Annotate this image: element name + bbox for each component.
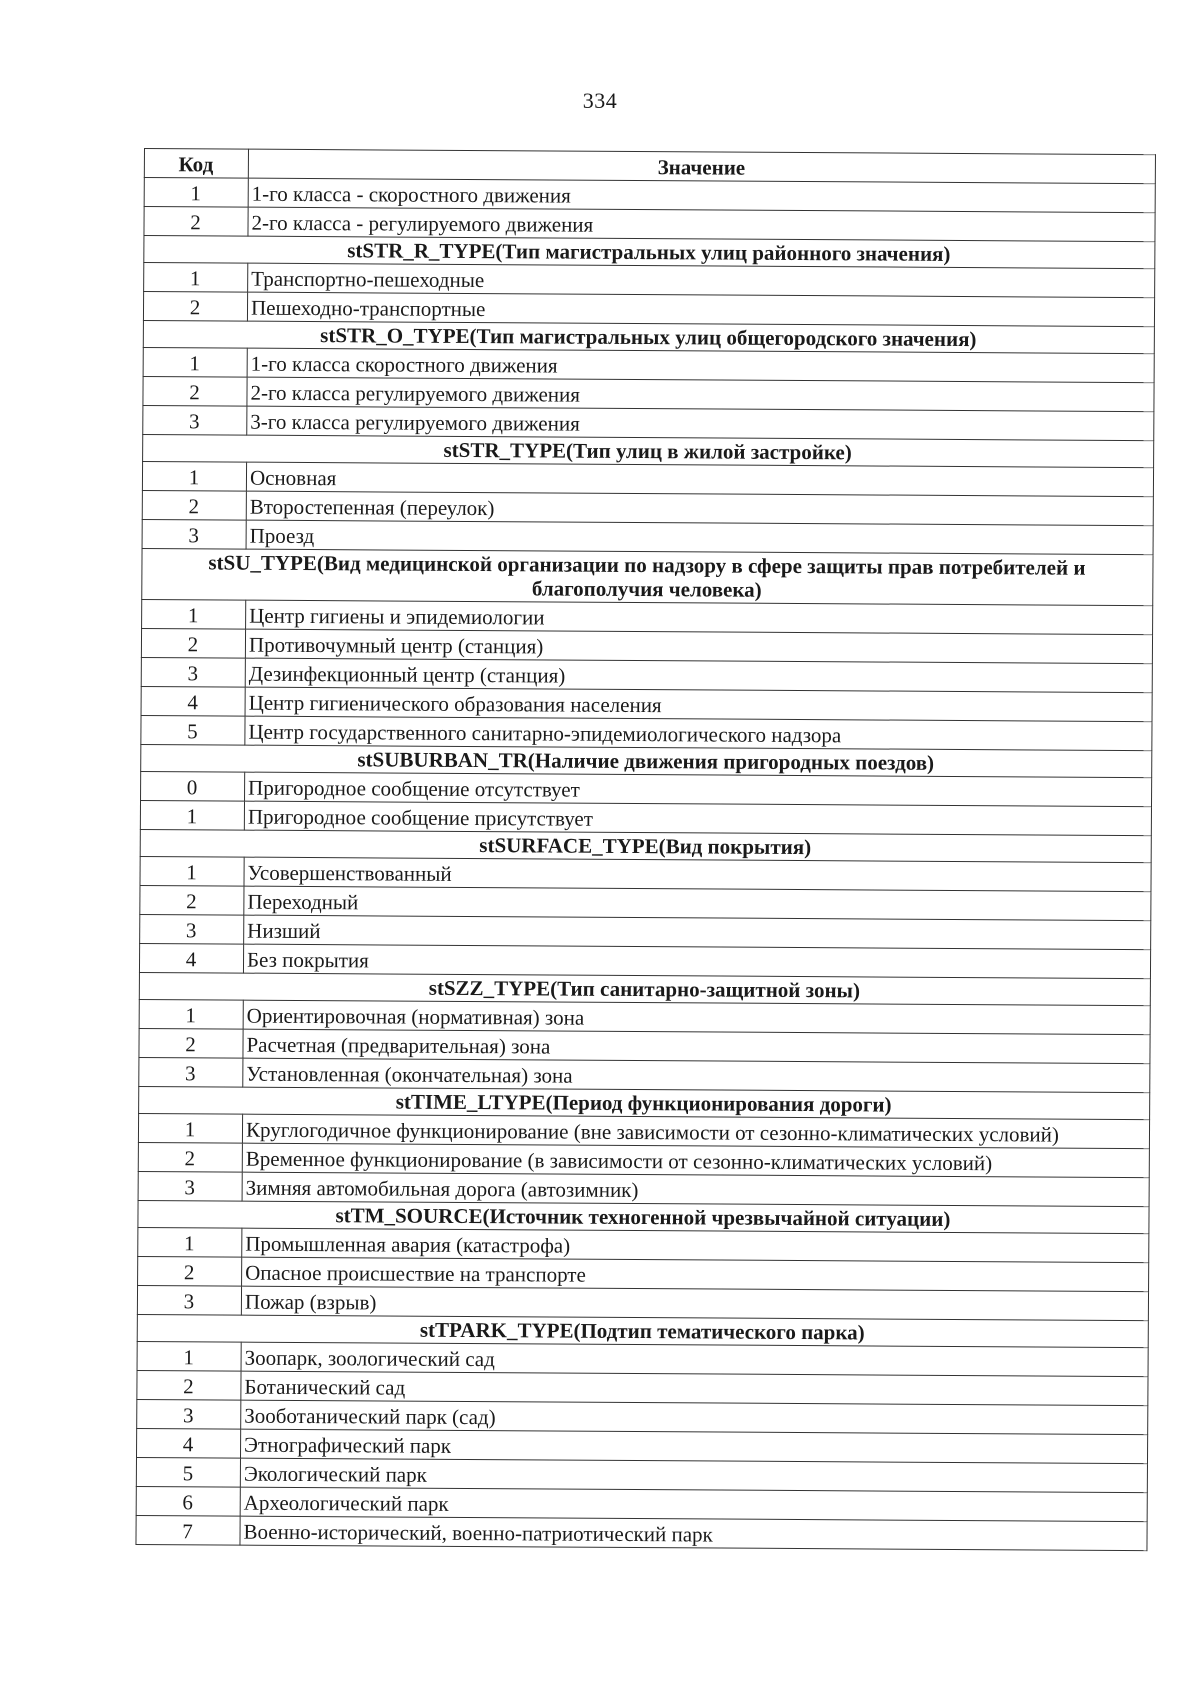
value-cell: 1-го класса - скоростного движения (248, 178, 1155, 213)
section-title: stTIME_LTYPE(Период функционирования дороги) (139, 1086, 1150, 1119)
code-table (135, 148, 1156, 1551)
code-cell: 1 (140, 856, 244, 886)
value-cell: Низший (244, 915, 1151, 950)
code-cell: 3 (138, 1171, 242, 1201)
code-cell: 3 (142, 519, 246, 549)
code-cell: 3 (137, 1285, 241, 1315)
value-cell: Второстепенная (переулок) (246, 491, 1153, 526)
code-cell: 4 (139, 943, 243, 973)
code-cell: 4 (137, 1428, 241, 1458)
value-cell: Противочумный центр (станция) (245, 629, 1152, 664)
header-code: Код (144, 149, 248, 179)
value-cell: Зооботанический парк (сад) (241, 1400, 1148, 1435)
value-cell: Пригородное сообщение присутствует (244, 801, 1151, 836)
page-number: 334 (582, 88, 618, 113)
code-cell: 1 (138, 1227, 242, 1257)
code-cell: 7 (136, 1515, 240, 1545)
code-cell: 1 (140, 800, 244, 830)
code-cell: 1 (139, 999, 243, 1029)
value-cell: Опасное происшествие на транспорте (242, 1257, 1149, 1292)
code-cell: 1 (144, 178, 248, 208)
code-cell: 5 (136, 1457, 240, 1487)
value-cell: Зоопарк, зоологический сад (241, 1342, 1148, 1377)
value-cell: Установленная (окончательная) зона (243, 1058, 1150, 1093)
code-cell: 2 (143, 292, 247, 322)
value-cell: 3-го класса регулируемого движения (247, 406, 1154, 441)
code-cell: 2 (144, 207, 248, 237)
value-cell: Экологический парк (240, 1458, 1147, 1493)
code-cell: 1 (142, 461, 246, 491)
code-cell: 1 (142, 599, 246, 629)
value-cell: Круглогодичное функционирование (вне зависимости от сезонно-климатических условий) (242, 1114, 1149, 1149)
section-title: stTPARK_TYPE(Подтип тематического парка) (137, 1314, 1148, 1347)
code-cell: 4 (141, 686, 245, 716)
value-cell: Центр государственного санитарно-эпидемиологического надзора (245, 716, 1152, 751)
value-cell: Промышленная авария (катастрофа) (242, 1228, 1149, 1263)
value-cell: 2-го класса регулируемого движения (247, 377, 1154, 412)
code-cell: 3 (139, 1057, 243, 1087)
value-cell: Пешеходно-транспортные (247, 292, 1154, 327)
value-cell: Без покрытия (243, 944, 1150, 979)
section-title: stSZZ_TYPE(Тип санитарно-защитной зоны) (139, 972, 1150, 1005)
code-cell: 5 (141, 715, 245, 745)
code-cell: 1 (137, 1341, 241, 1371)
value-cell: Транспортно-пешеходные (248, 263, 1155, 298)
code-table-container (135, 148, 1156, 1551)
code-cell: 2 (143, 376, 247, 406)
value-cell: Центр гигиенического образования населения (245, 687, 1152, 722)
code-cell: 2 (137, 1370, 241, 1400)
value-cell: Пожар (взрыв) (241, 1286, 1148, 1321)
value-cell: Центр гигиены и эпидемиологии (246, 600, 1153, 635)
section-title: stSUBURBAN_TR(Наличие движения пригородных поездов) (141, 744, 1152, 777)
section-title: stSTR_O_TYPE(Тип магистральных улиц общегородского значения) (143, 320, 1154, 353)
value-cell: Ориентировочная (нормативная) зона (243, 1000, 1150, 1035)
code-cell: 3 (141, 657, 245, 687)
section-header-row (142, 548, 1153, 605)
value-cell: Основная (246, 462, 1153, 497)
value-cell: Проезд (246, 520, 1153, 555)
section-title: stTM_SOURCE(Источник техногенной чрезвычайной ситуации) (138, 1200, 1149, 1233)
section-title: stSU_TYPE(Вид медицинской организации по надзору в сфере защиты прав потребителей и благополучия человека) (142, 548, 1153, 605)
value-cell: 1-го класса скоростного движения (247, 348, 1154, 383)
value-cell: Усовершенствованный (244, 857, 1151, 892)
value-cell: Пригородное сообщение отсутствует (245, 772, 1152, 807)
value-cell: Переходный (244, 886, 1151, 921)
code-cell: 2 (138, 1256, 242, 1286)
table-body (136, 178, 1155, 1551)
code-cell: 3 (143, 405, 247, 435)
value-cell: 2-го класса - регулируемого движения (248, 207, 1155, 242)
code-cell: 6 (136, 1486, 240, 1516)
value-cell: Временное функционирование (в зависимости от сезонно-климатических условий) (242, 1143, 1149, 1178)
code-cell: 2 (141, 628, 245, 658)
value-cell: Ботанический сад (241, 1371, 1148, 1406)
code-cell: 2 (142, 490, 246, 520)
header-value: Значение (248, 149, 1155, 184)
value-cell: Зимняя автомобильная дорога (автозимник) (242, 1172, 1149, 1207)
code-cell: 2 (138, 1142, 242, 1172)
code-cell: 0 (141, 771, 245, 801)
section-title: stSURFACE_TYPE(Вид покрытия) (140, 829, 1151, 862)
code-cell: 1 (143, 347, 247, 377)
value-cell: Дезинфекционный центр (станция) (245, 658, 1152, 693)
value-cell: Расчетная (предварительная) зона (243, 1029, 1150, 1064)
code-cell: 2 (140, 885, 244, 915)
value-cell: Этнографический парк (240, 1429, 1147, 1464)
code-cell: 1 (138, 1113, 242, 1143)
section-title: stSTR_TYPE(Тип улиц в жилой застройке) (143, 434, 1154, 467)
value-cell: Военно-исторический, военно-патриотический парк (240, 1516, 1147, 1551)
value-cell: Археологический парк (240, 1487, 1147, 1522)
code-cell: 1 (144, 263, 248, 293)
code-cell: 3 (140, 914, 244, 944)
code-cell: 3 (137, 1399, 241, 1429)
section-title: stSTR_R_TYPE(Тип магистральных улиц районного значения) (144, 236, 1155, 269)
code-cell: 2 (139, 1028, 243, 1058)
table-row (136, 1515, 1147, 1550)
